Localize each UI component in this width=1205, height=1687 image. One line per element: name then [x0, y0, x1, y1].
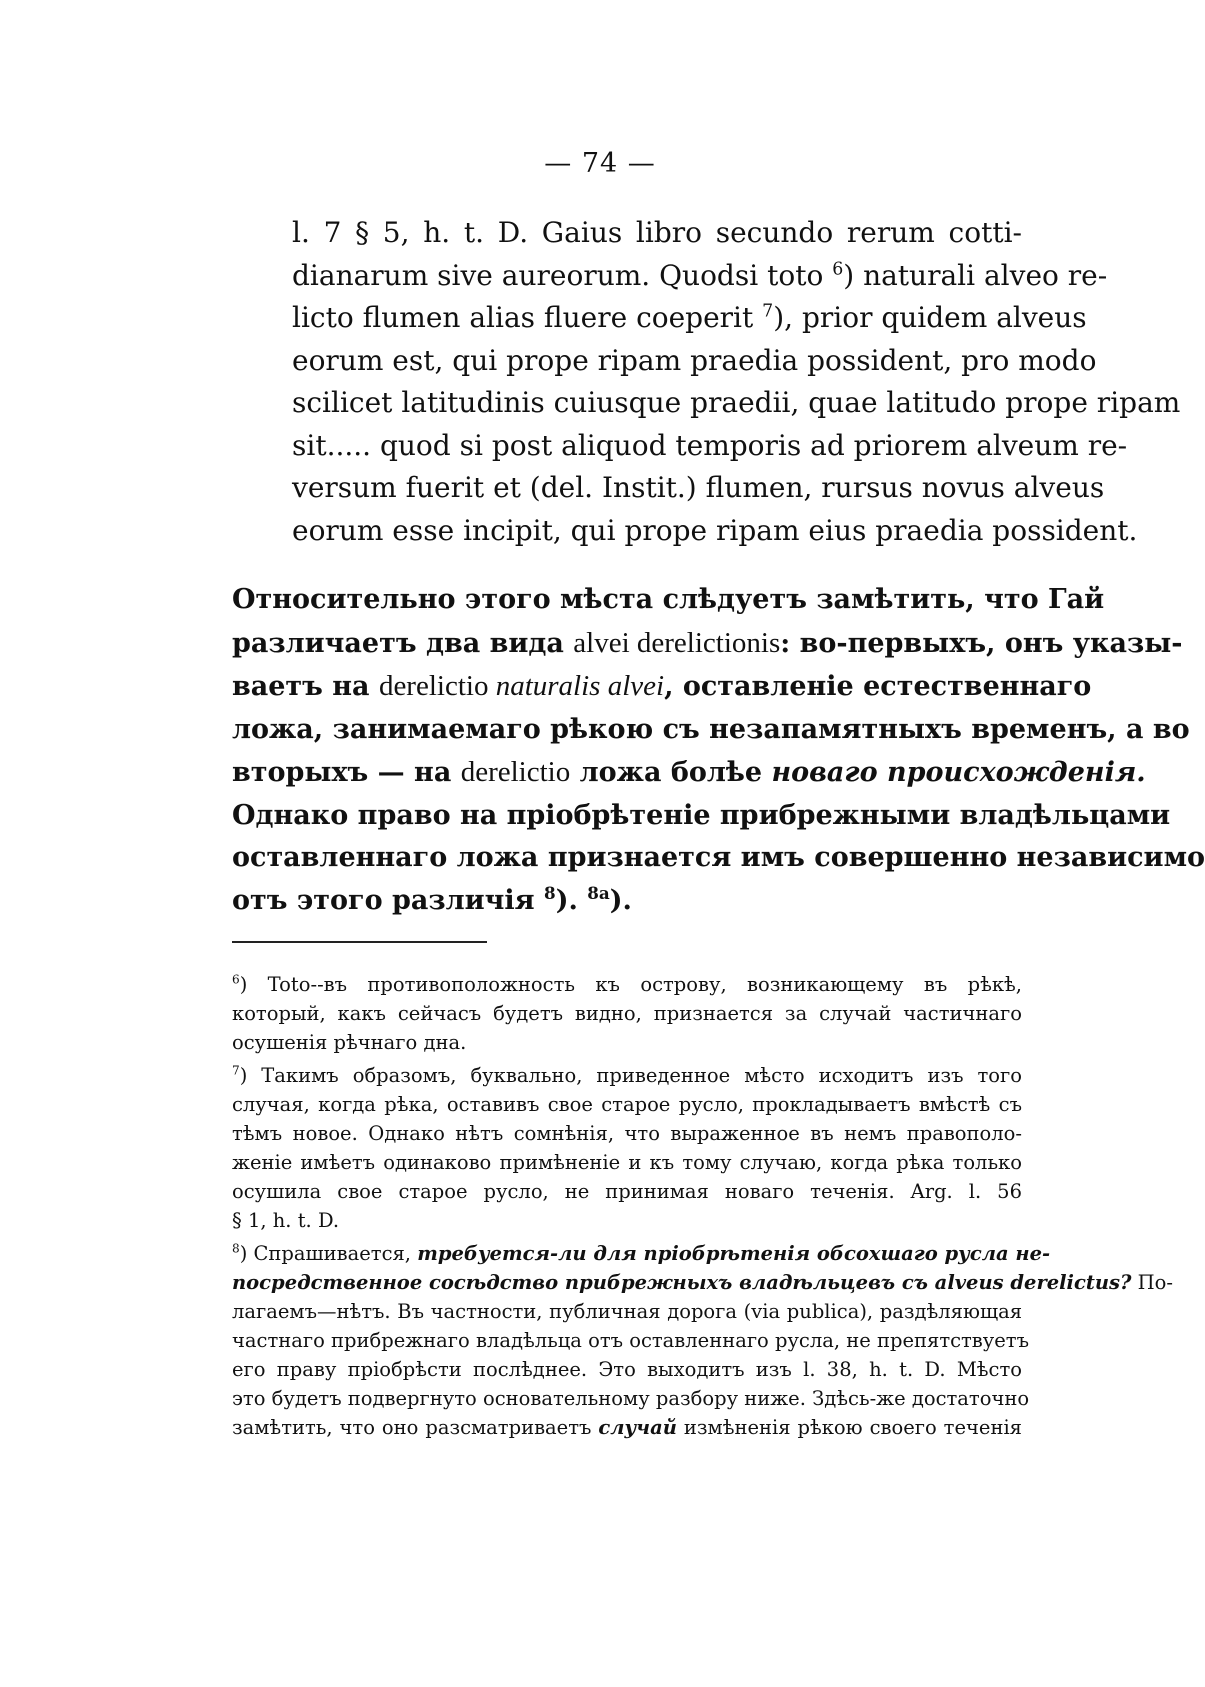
footnote-8	[232, 1239, 1173, 1442]
footnote-6-line: осушенія рѣчнаго дна.	[232, 1031, 467, 1054]
body-line-2: различаетъ два вида alvei derelictionis: во-первыхъ, онъ указы-	[232, 626, 1183, 659]
footnote-8-line-7: замѣтить, что оно разсматриваетъ случай измѣненія рѣкою своего теченія	[232, 1416, 1022, 1439]
footnote-8-line: это будетъ подвергнуто основательному разбору ниже. Здѣсь-же достаточно	[232, 1387, 1030, 1410]
footnote-8-line: его праву пріобрѣсти послѣднее. Это выходитъ изъ l. 38, h. t. D. Мѣсто	[232, 1358, 1022, 1381]
body-line-1: Относительно этого мѣста слѣдуетъ замѣтить, что Гай	[232, 584, 1105, 615]
footnote-6-line: $^6$) Toto--въ противоположность къ острову, возникающему въ рѣкѣ,	[232, 972, 1022, 996]
footnote-6	[232, 970, 1022, 1057]
footnote-7	[232, 1061, 1022, 1235]
footnote-8-line-2: посредственное сосѣдство прибрежныхъ владѣльцевъ съ alveus derelictus? По-	[232, 1271, 1173, 1294]
body-line-3: ваетъ на derelictio naturalis alvei, оставленіе естественнаго	[232, 670, 1092, 702]
page-number: — 74 —	[544, 148, 656, 179]
footnote-7-line: осушила свое старое русло, не принимая новаго теченія. Arg. l. 56	[232, 1180, 1022, 1203]
footnote-separator	[232, 941, 487, 943]
footnotes	[232, 970, 1173, 1446]
quote-line: l. 7 § 5, h. t. D. Gaius libro secundo rerum cotti-	[292, 216, 1022, 249]
footnote-8-line: лагаемъ—нѣтъ. Въ частности, публичная дорога (via publica), раздѣляющая	[232, 1300, 1022, 1323]
quote-line: dianarum sive aureorum. Quodsi toto $^6$) naturali alveo re-	[292, 258, 1108, 292]
quote-line: sit..... quod si post aliquod temporis ad priorem alveum re-	[292, 428, 1128, 462]
footnote-8-line: частнаго прибрежнаго владѣльца отъ оставленнаго русла, не препятствуетъ	[232, 1329, 1029, 1352]
quote-line: licto flumen alias fluere coeperit $^7$), prior quidem alveus	[292, 301, 1087, 334]
footnote-7-line: случая, когда рѣка, оставивъ свое старое русло, прокладываетъ вмѣстѣ съ	[232, 1093, 1022, 1116]
quote-line: scilicet latitudinis cuiusque praedii, quae latitudo prope ripam	[292, 386, 1181, 419]
latin-quote	[292, 212, 1181, 552]
footnote-6-line: который, какъ сейчасъ будетъ видно, признается за случай частичнаго	[232, 1002, 1022, 1025]
footnote-8-line-1: $^8$) Спрашивается, требуется-ли для пріобрѣтенія обсохшаго русла не-	[232, 1241, 1051, 1265]
main-paragraph	[232, 579, 1205, 922]
quote-line: versum fuerit et (del. Instit.) flumen, rursus novus alveus	[292, 471, 1105, 504]
body-line-4: ложа, занимаемаго рѣкою съ незапамятныхъ временъ, а во	[232, 713, 1190, 745]
body-line-8: отъ этого различія $^8$). $^{8a}$).	[232, 882, 632, 916]
footnote-7-line: $^7$) Такимъ образомъ, буквально, приведенное мѣсто исходитъ изъ того	[232, 1063, 1022, 1087]
footnote-7-line: тѣмъ новое. Однако нѣтъ сомнѣнія, что выраженное въ немъ правополо-	[232, 1122, 1022, 1145]
body-line-7: оставленнаго ложа признается имъ совершенно независимо	[232, 842, 1205, 873]
footnote-7-line: женіе имѣетъ одинаково примѣненіе и къ тому случаю, когда рѣка только	[232, 1151, 1022, 1174]
body-line-5: вторыхъ — на derelictio ложа болѣе новаго происхожденія.	[232, 756, 1146, 788]
body-line-6: Однако право на пріобрѣтеніе прибрежными владѣльцами	[232, 799, 1171, 831]
footnote-7-line: § 1, h. t. D.	[232, 1209, 340, 1232]
quote-line: eorum esse incipit, qui prope ripam eius praedia possident.	[292, 513, 1138, 547]
quote-line: eorum est, qui prope ripam praedia possident, pro modo	[292, 343, 1097, 377]
